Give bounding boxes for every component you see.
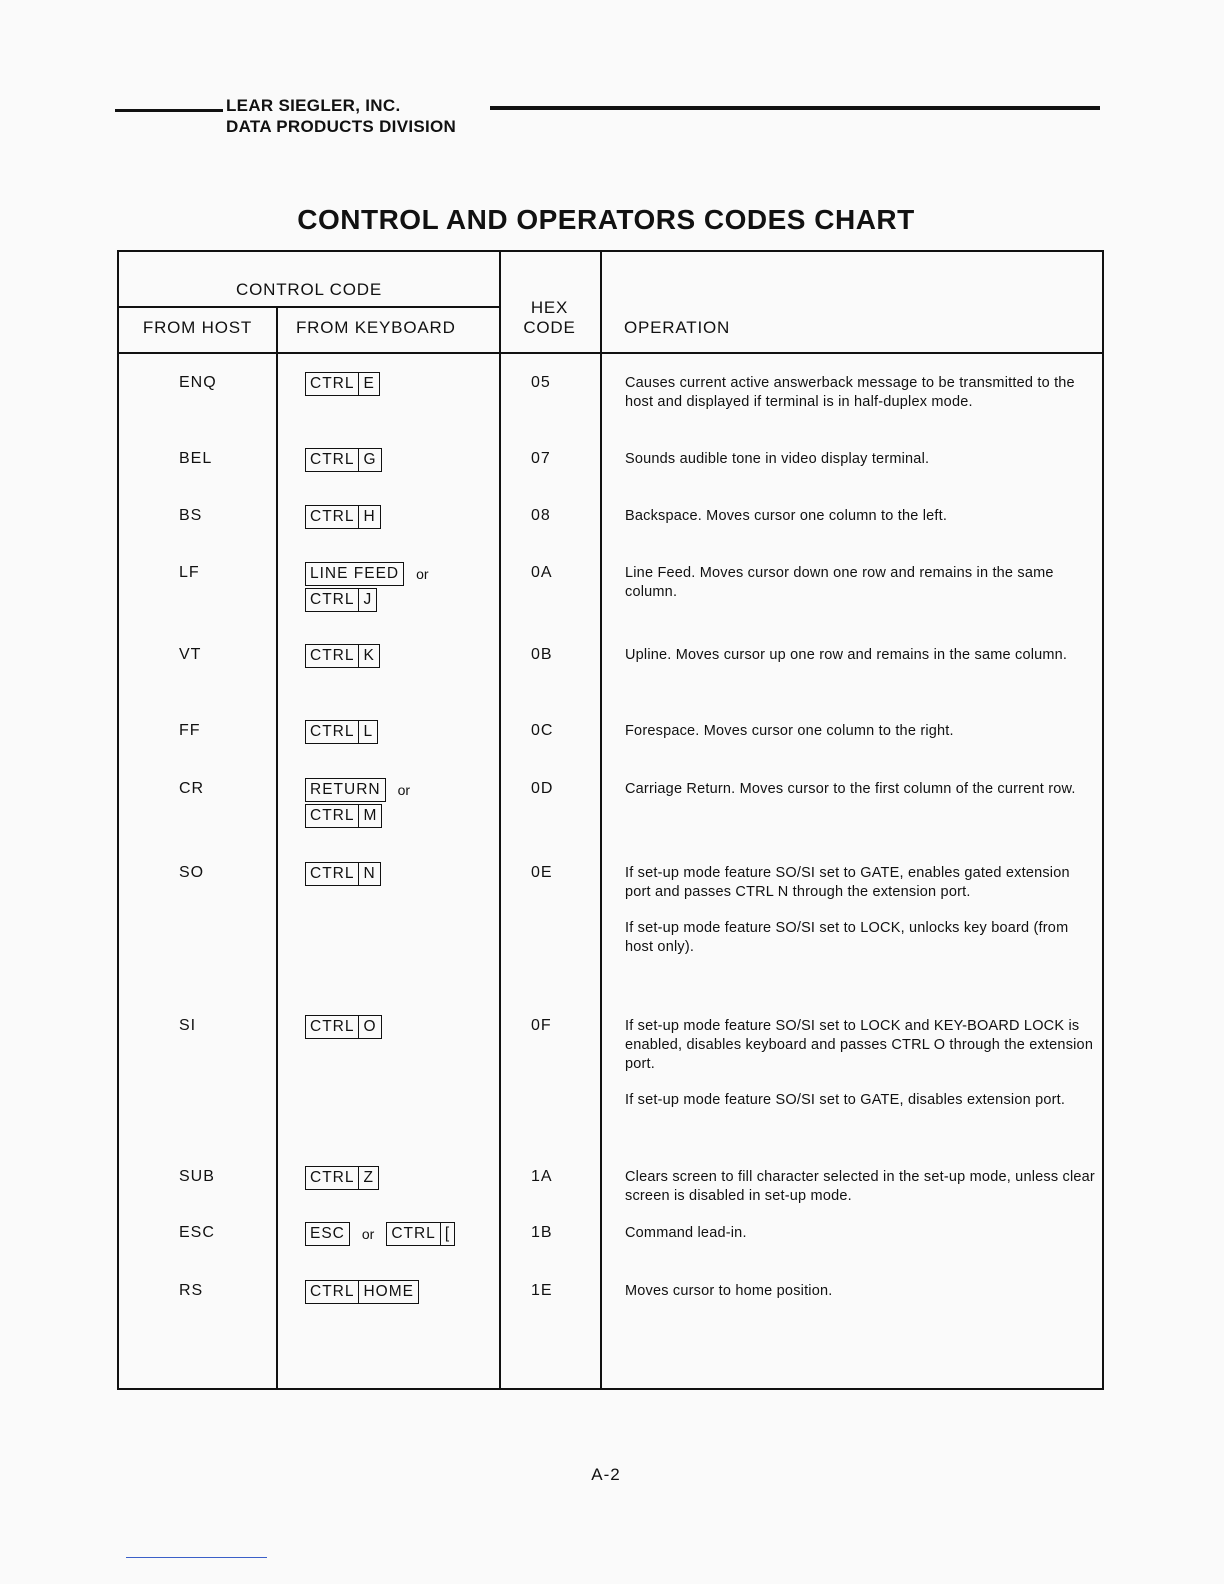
keyboard-key-combo (305, 804, 382, 828)
key-cap: O (359, 1015, 381, 1039)
keyboard-line (305, 1280, 419, 1304)
keyboard-key-combo (305, 778, 386, 802)
operation-text: Command lead-in. (625, 1225, 747, 1241)
operation-text: If set-up mode feature SO/SI set to GATE, disables extension port. (625, 1092, 1066, 1108)
operation-text: If set-up mode feature SO/SI set to GATE, enables gated extension port and passes CTRL N through the extension port. (625, 865, 1070, 900)
keyboard-key-combo (305, 644, 380, 668)
operation-text: Line Feed. Moves cursor down one row and remains in the same column. (625, 565, 1054, 600)
division-name: DATA PRODUCTS DIVISION (226, 117, 457, 136)
keyboard-line (305, 862, 381, 886)
row-operation (625, 374, 1097, 429)
key-cap: HOME (359, 1280, 419, 1304)
row-keyboard-keys (305, 1280, 419, 1306)
operation-text: Sounds audible tone in video display terminal. (625, 451, 930, 467)
divider-hex-left (499, 252, 501, 1388)
key-cap: LINE FEED (305, 562, 404, 586)
row-operation (625, 864, 1097, 974)
keyboard-line (305, 1166, 379, 1190)
keyboard-line (305, 720, 378, 744)
keyboard-line (305, 778, 422, 802)
header-rule-left (115, 109, 223, 112)
key-cap: CTRL (386, 1222, 440, 1246)
keyboard-key-combo (305, 720, 378, 744)
header-from-keyboard: FROM KEYBOARD (296, 318, 456, 337)
key-cap: CTRL (305, 720, 359, 744)
key-cap: CTRL (305, 588, 359, 612)
row-hex-code: 0F (531, 1017, 552, 1034)
keyboard-key-combo (386, 1222, 455, 1246)
row-operation (625, 1017, 1097, 1127)
row-keyboard-keys (305, 372, 380, 398)
row-hex-code: 1A (531, 1168, 553, 1185)
keyboard-key-combo (305, 1222, 350, 1246)
company-name: LEAR SIEGLER, INC. (226, 96, 401, 115)
row-host-code: ESC (179, 1224, 215, 1241)
key-cap: CTRL (305, 1166, 359, 1190)
row-hex-code: 08 (531, 507, 551, 524)
row-hex-code: 0A (531, 564, 553, 581)
row-keyboard-keys (305, 505, 381, 531)
row-operation (625, 564, 1097, 619)
key-cap: H (359, 505, 380, 529)
key-cap: Z (359, 1166, 378, 1190)
keyboard-line (305, 804, 422, 828)
row-hex-code: 05 (531, 374, 551, 391)
keyboard-key-combo (305, 1166, 379, 1190)
row-host-code: VT (179, 646, 202, 663)
row-hex-code: 07 (531, 450, 551, 467)
codes-table (117, 250, 1104, 1390)
row-operation (625, 450, 1097, 486)
row-host-code: LF (179, 564, 200, 581)
row-operation (625, 1224, 1097, 1260)
operation-text: Moves cursor to home position. (625, 1283, 833, 1299)
operation-text: Clears screen to fill character selected in the set-up mode, unless clear screen is disabled in set-up mode. (625, 1169, 1095, 1204)
key-cap: RETURN (305, 778, 386, 802)
keyboard-key-combo (305, 1280, 419, 1304)
key-cap: E (359, 372, 379, 396)
row-host-code: SUB (179, 1168, 215, 1185)
row-keyboard-keys (305, 644, 380, 670)
header-rule-right (490, 106, 1100, 110)
header-hex: HEX (530, 298, 569, 317)
row-host-code: BEL (179, 450, 213, 467)
key-cap: K (359, 644, 379, 668)
operation-text: Carriage Return. Moves cursor to the first column of the current row. (625, 781, 1076, 797)
row-keyboard-keys (305, 1222, 455, 1248)
row-keyboard-keys (305, 862, 381, 888)
key-cap: CTRL (305, 1280, 359, 1304)
divider-header-bottom (119, 352, 1102, 354)
row-keyboard-keys (305, 1166, 379, 1192)
key-cap: CTRL (305, 862, 359, 886)
keyboard-key-combo (305, 862, 381, 886)
row-hex-code: 0C (531, 722, 554, 739)
key-cap: M (359, 804, 382, 828)
keyboard-key-combo (305, 448, 382, 472)
row-hex-code: 0B (531, 646, 553, 663)
footer-rule (126, 1557, 267, 1558)
page-number: A-2 (591, 1465, 621, 1484)
row-hex-code: 1E (531, 1282, 553, 1299)
row-host-code: ENQ (179, 374, 217, 391)
keyboard-key-combo (305, 372, 380, 396)
keyboard-line (305, 448, 382, 472)
page-title: CONTROL AND OPERATORS CODES CHART (297, 204, 915, 235)
or-label: or (361, 1226, 375, 1242)
row-operation (625, 1282, 1097, 1318)
key-cap: CTRL (305, 505, 359, 529)
key-cap: G (359, 448, 381, 472)
header-operation: OPERATION (624, 318, 731, 337)
header-code: CODE (523, 318, 576, 337)
operation-text: If set-up mode feature SO/SI set to LOCK, unlocks key board (from host only). (625, 920, 1069, 955)
keyboard-line (305, 562, 441, 586)
operation-text: Causes current active answerback message to be transmitted to the host and displayed if terminal is in half-duplex mode. (625, 375, 1075, 410)
keyboard-key-combo (305, 588, 377, 612)
key-cap: CTRL (305, 644, 359, 668)
row-host-code: SO (179, 864, 205, 881)
header-control-code: CONTROL CODE (236, 280, 382, 299)
row-keyboard-keys (305, 778, 422, 830)
key-cap: ESC (305, 1222, 350, 1246)
operation-text: Forespace. Moves cursor one column to the right. (625, 723, 954, 739)
keyboard-line (305, 588, 441, 612)
row-operation (625, 780, 1097, 816)
operation-text: Upline. Moves cursor up one row and remains in the same column. (625, 647, 1068, 663)
row-keyboard-keys (305, 720, 378, 746)
key-cap: CTRL (305, 448, 359, 472)
keyboard-line (305, 1222, 455, 1246)
keyboard-key-combo (305, 505, 381, 529)
divider-control-sub (119, 306, 499, 308)
keyboard-line (305, 372, 380, 396)
key-cap: CTRL (305, 372, 359, 396)
row-host-code: CR (179, 780, 205, 797)
row-operation (625, 722, 1097, 758)
key-cap: L (359, 720, 378, 744)
keyboard-line (305, 1015, 382, 1039)
keyboard-line (305, 644, 380, 668)
divider-host-keyboard (276, 306, 278, 1388)
keyboard-key-combo (305, 562, 404, 586)
key-cap: N (359, 862, 380, 886)
row-operation (625, 507, 1097, 543)
row-hex-code: 0E (531, 864, 553, 881)
header-from-host: FROM HOST (142, 318, 253, 337)
keyboard-line (305, 505, 381, 529)
or-label: or (416, 566, 429, 582)
divider-hex-right (600, 252, 602, 1388)
row-operation (625, 646, 1097, 682)
key-cap: CTRL (305, 804, 359, 828)
row-keyboard-keys (305, 1015, 382, 1041)
row-host-code: RS (179, 1282, 204, 1299)
row-host-code: BS (179, 507, 203, 524)
key-cap: [ (441, 1222, 455, 1246)
operation-text: Backspace. Moves cursor one column to the left. (625, 508, 948, 524)
key-cap: CTRL (305, 1015, 359, 1039)
keyboard-key-combo (305, 1015, 382, 1039)
row-host-code: SI (179, 1017, 197, 1034)
row-keyboard-keys (305, 448, 382, 474)
or-label: or (397, 782, 411, 798)
row-keyboard-keys (305, 562, 441, 614)
row-host-code: FF (179, 722, 201, 739)
key-cap: J (359, 588, 377, 612)
operation-text: If set-up mode feature SO/SI set to LOCK and KEY-BOARD LOCK is enabled, disables keyboard and passes CTRL O through the extension port. (625, 1018, 1094, 1072)
row-hex-code: 0D (531, 780, 554, 797)
row-hex-code: 1B (531, 1224, 553, 1241)
row-operation (625, 1168, 1097, 1223)
